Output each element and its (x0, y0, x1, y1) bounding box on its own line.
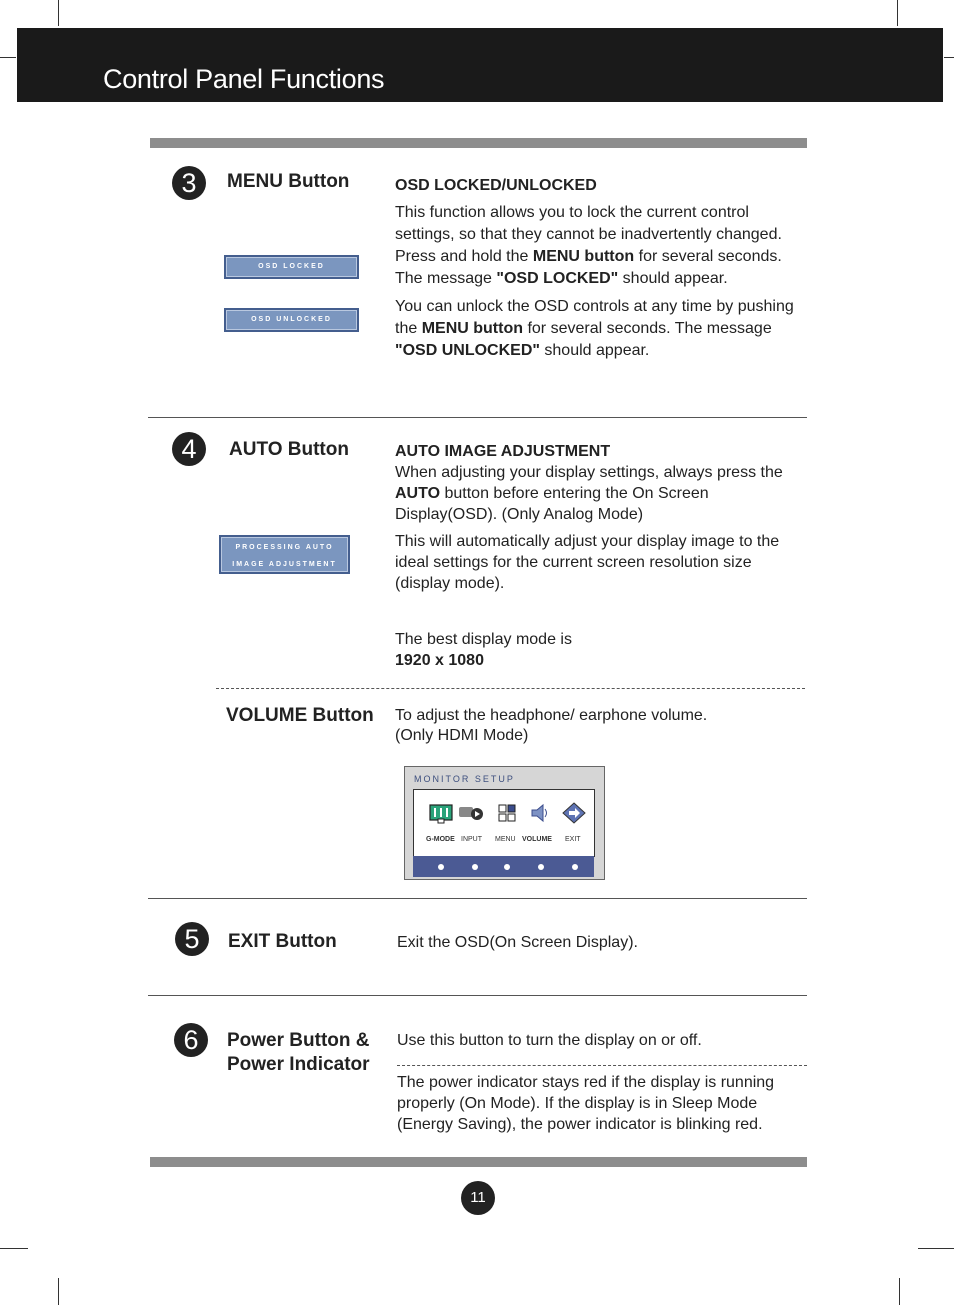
osd-lock-paragraph-2: You can unlock the OSD controls at any time by pushing the MENU button for several seconds. The message "OSD UNLOCKED" should appear. (395, 298, 794, 359)
bottom-divider-bar (150, 1157, 807, 1167)
osd-lock-heading: OSD LOCKED/UNLOCKED (395, 177, 597, 194)
menu-button-label: MENU Button (227, 171, 350, 192)
osd-unlocked-message-box: OSD UNLOCKED (224, 308, 359, 332)
section-number-6: 6 (174, 1023, 208, 1057)
volume-description: To adjust the headphone/ earphone volume. (Only HDMI Mode) (395, 707, 708, 744)
power-indicator-description: The power indicator stays red if the display is running properly (On Mode). If the display is in Sleep Mode (Energy Saving), the power indicator is blinking red. (397, 1074, 775, 1133)
osd-locked-message-box: OSD LOCKED (224, 255, 359, 279)
power-button-description: Use this button to turn the display on or off. (397, 1032, 702, 1049)
auto-adjust-paragraph-2: This will automatically adjust your display image to the ideal settings for the current screen resolution size (display mode). (395, 533, 780, 592)
exit-description: Exit the OSD(On Screen Display). (397, 934, 638, 951)
button-dot (472, 864, 478, 870)
volume-button-label: VOLUME Button (226, 705, 374, 726)
page-title: Control Panel Functions (103, 64, 385, 94)
exit-arrow-icon (562, 802, 586, 829)
volume-label: VOLUME (522, 836, 552, 843)
monitor-button-bar (413, 856, 594, 877)
monitor-setup-osd (404, 766, 605, 880)
volume-speaker-icon (529, 802, 551, 829)
page-number: 11 (461, 1181, 495, 1215)
power-subdivider (397, 1065, 807, 1066)
auto-adjust-heading: AUTO IMAGE ADJUSTMENT (395, 443, 611, 460)
auto-processing-message-box: PROCESSING AUTO IMAGE ADJUSTMENT (219, 535, 350, 574)
monitor-setup-menu (413, 789, 595, 857)
section-number-4: 4 (172, 432, 206, 466)
section-subdivider (216, 688, 805, 689)
section-divider (148, 995, 807, 996)
section-number-5: 5 (175, 922, 209, 956)
button-dot (438, 864, 444, 870)
g-mode-label: G-MODE (426, 836, 455, 843)
button-dot (538, 864, 544, 870)
power-button-label: Power Button & Power Indicator (227, 1030, 370, 1075)
monitor-setup-title: MONITOR SETUP (414, 774, 515, 784)
exit-button-label: EXIT Button (228, 931, 337, 952)
input-icon (458, 802, 486, 829)
best-display-mode-text: The best display mode is 1920 x 1080 (395, 631, 572, 669)
osd-lock-paragraph-1: This function allows you to lock the current control settings, so that they cannot be inadvertently changed. Press and hold the MENU button for several seconds. The message "OSD LOCKED" should appear. (395, 204, 782, 287)
section-number-3: 3 (172, 166, 206, 200)
top-divider-bar (150, 138, 807, 148)
auto-adjust-paragraph-1: When adjusting your display settings, always press the AUTO button before entering the On Screen Display(OSD). (Only Analog Mode) (395, 464, 783, 523)
header-bar (17, 28, 943, 102)
button-dot (504, 864, 510, 870)
section-divider (148, 417, 807, 418)
g-mode-icon (429, 802, 453, 829)
menu-label: MENU (495, 836, 516, 843)
exit-label: EXIT (565, 836, 581, 843)
input-label: INPUT (461, 836, 482, 843)
button-dot (572, 864, 578, 870)
section-divider (148, 898, 807, 899)
auto-button-label: AUTO Button (229, 439, 349, 460)
menu-grid-icon (497, 802, 517, 829)
